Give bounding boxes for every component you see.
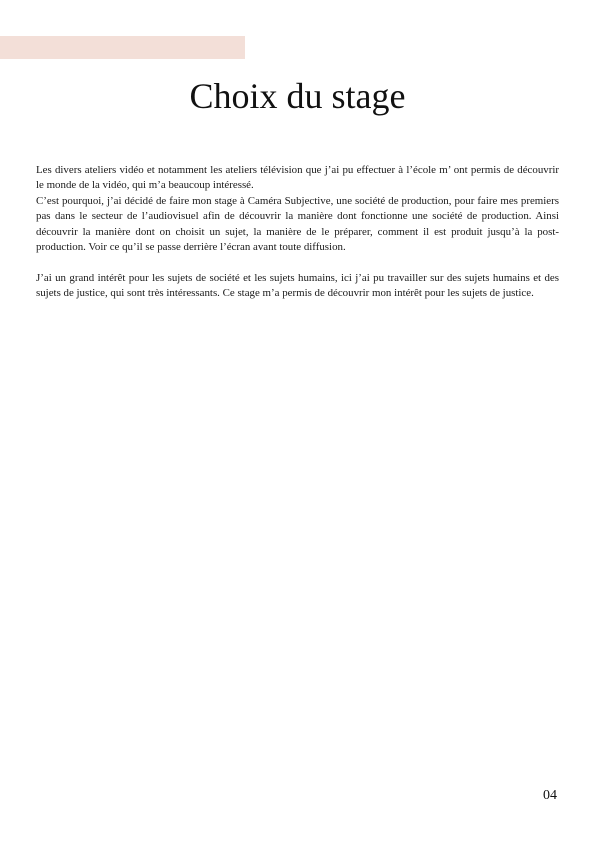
paragraph-2: C’est pourquoi, j’ai décidé de faire mon stage à Caméra Subjective, une société de production, pour faire mes premiers pas dans le secteur de l’audiovisuel afin de découvrir la manière dont fonctionne une société de production. Ainsi découvrir la manière dont on choisit un sujet, la manière de le préparer, comment il est produit jusqu’à la post-production. Voir ce qu’il se passe derrière l’écran avant toute diffusion. [36,194,559,254]
paragraph-3: J’ai un grand intérêt pour les sujets de société et les sujets humains, ici j’ai pu travailler sur des sujets humains et des sujets de justice, qui sont très intéressants. Ce stage m’a permis de découvrir mon intérêt pour les sujets de justice. [36,271,559,300]
page-title: Choix du stage [189,76,406,116]
decorative-accent-band [0,36,245,59]
body-text [36,163,559,302]
paragraph-1: Les divers ateliers vidéo et notamment les ateliers télévision que j’ai pu effectuer à l’école m’ ont permis de découvrir le monde de la vidéo, qui m’a beaucoup intéressé. [36,164,559,192]
page-number: 04 [543,788,557,803]
